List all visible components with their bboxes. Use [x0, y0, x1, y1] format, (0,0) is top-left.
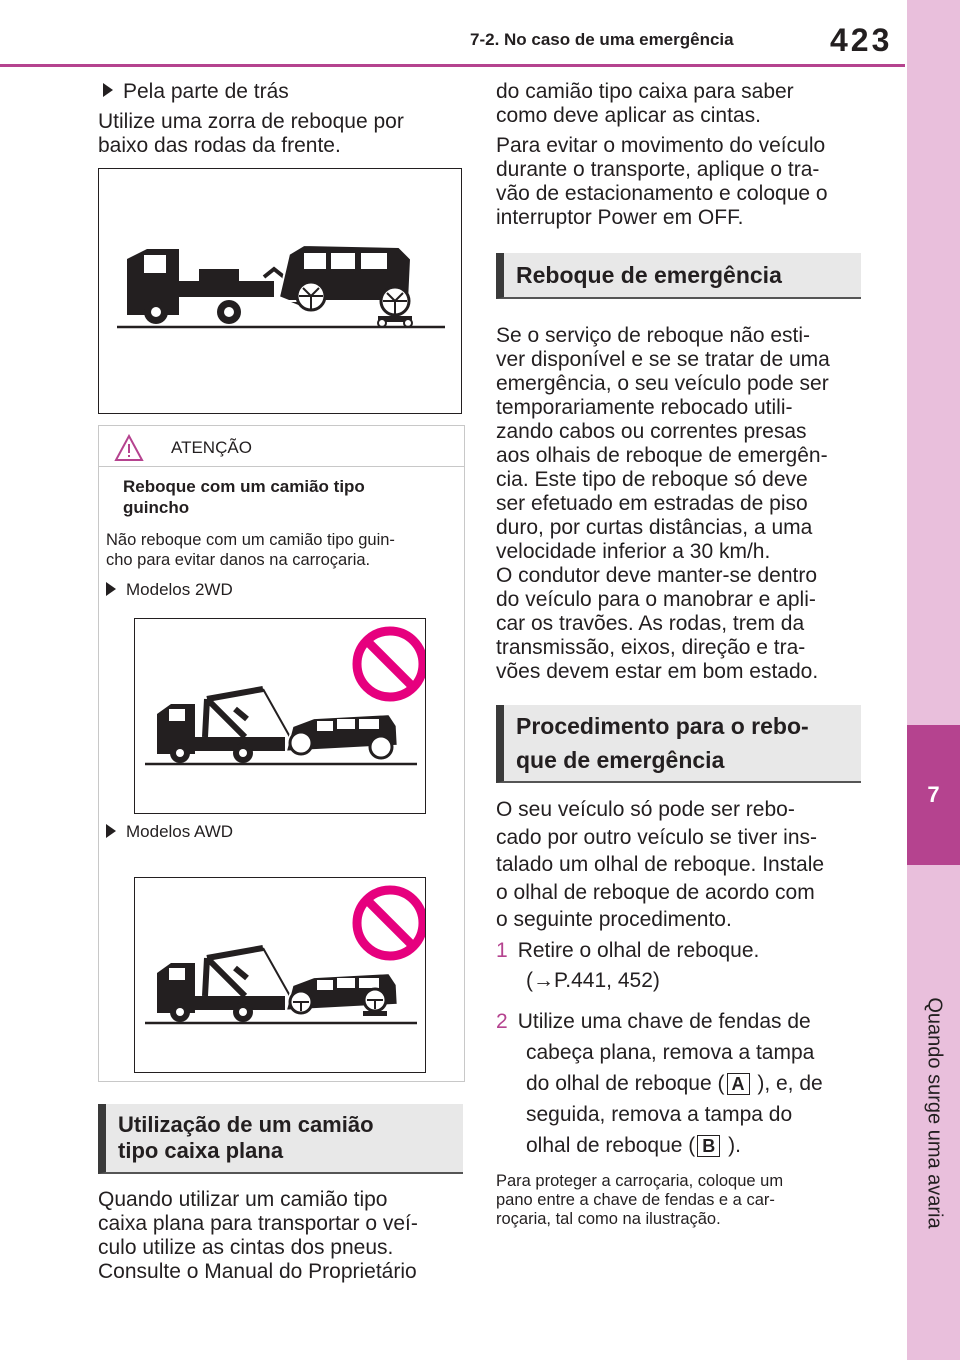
- wrecker-awd-illustration: [134, 877, 426, 1073]
- chapter-number-tab[interactable]: 7: [907, 725, 960, 865]
- tow-dolly-illustration: [98, 168, 462, 414]
- rear-text: Utilize uma zorra de reboque por baixo das rodas da frente.: [98, 110, 404, 157]
- driver-text: O condutor deve manter-se dentro do veículo para o manobrar e apli- car os travões. As rodas, trem da transmissão, eixos, direção e tra- vões devem estar em bom estado.: [496, 564, 819, 683]
- wrecker-2wd-illustration: [134, 618, 426, 814]
- bullet-rear: Pela parte de trás: [103, 80, 289, 104]
- label-b: B: [697, 1135, 720, 1157]
- flatbed-continued: do camião tipo caixa para saber como deve aplicar as cintas.: [496, 80, 794, 127]
- label-a: A: [727, 1073, 750, 1095]
- step-1: 1 Retire o olhal de reboque. (→P.441, 452): [496, 936, 759, 996]
- caution-text: Não reboque com um camião tipo guin- cho para evitar danos na carroçaria.: [106, 531, 395, 569]
- step-number: 2: [496, 1010, 508, 1033]
- flatbed-heading: Utilização de um camião tipo caixa plana: [98, 1104, 463, 1174]
- emergency-heading: Reboque de emergência: [496, 253, 861, 299]
- caution-triangle-icon: [114, 434, 144, 462]
- caution-header: [99, 426, 464, 467]
- chapter-title-tab[interactable]: [907, 865, 960, 1360]
- caution-title: ATENÇÃO: [171, 438, 252, 457]
- tow-dolly-drawing: [99, 169, 461, 413]
- step-2: 2 Utilize uma chave de fendas de cabeça plana, remova a tampa do olhal de reboque ( A ), e, de seguida, remova a tampa do olhal de reboque ( B ).: [496, 1010, 823, 1157]
- chapter-title: Quando surge uma avaria: [923, 996, 945, 1229]
- header-rule: [0, 64, 905, 67]
- side-tab-upper: [907, 0, 960, 725]
- caution-subtitle: Reboque com um camião tipo guincho: [123, 477, 365, 517]
- page-reference[interactable]: (→P.441, 452): [526, 969, 660, 992]
- protection-note: Para proteger a carroçaria, coloque um pano entre a chave de fendas e a car- roçaria, tal como na ilustração.: [496, 1172, 784, 1228]
- bullet-2wd: Modelos 2WD: [106, 580, 233, 600]
- page-number: 423: [830, 22, 893, 58]
- section-title: 7-2. No caso de uma emergência: [470, 30, 734, 49]
- emergency-text: Se o serviço de reboque não esti- ver disponível e se se tratar de uma emergência, o seu veículo pode ser temporariamente rebocado utili- zando cabos ou correntes presas aos olhais de reboque de emergên- cia. Este tipo de reboque só deve ser efetuado em estradas de piso duro, por curtas distâncias, a uma velocidade inferior a 30 km/h.: [496, 324, 830, 563]
- step-number: 1: [496, 939, 508, 962]
- flatbed-text: Quando utilizar um camião tipo caixa plana para transportar o veí- culo utilize as cintas dos pneus. Consulte o Manual do Proprietário: [98, 1188, 418, 1283]
- procedure-intro: O seu veículo só pode ser rebo- cado por outro veículo se tiver ins- talado um olhal de reboque. Instale o olhal de reboque de acordo com o seguinte procedimento.: [496, 798, 825, 931]
- parking-brake-text: Para evitar o movimento do veículo durante o transporte, aplique o tra- vão de estacionamento e coloque o interruptor Power em OFF.: [496, 134, 828, 229]
- bullet-awd: Modelos AWD: [106, 822, 233, 842]
- procedure-heading: Procedimento para o rebo- que de emergência: [496, 705, 861, 783]
- wrecker-awd-drawing: [135, 878, 425, 1072]
- wrecker-2wd-drawing: [135, 619, 425, 813]
